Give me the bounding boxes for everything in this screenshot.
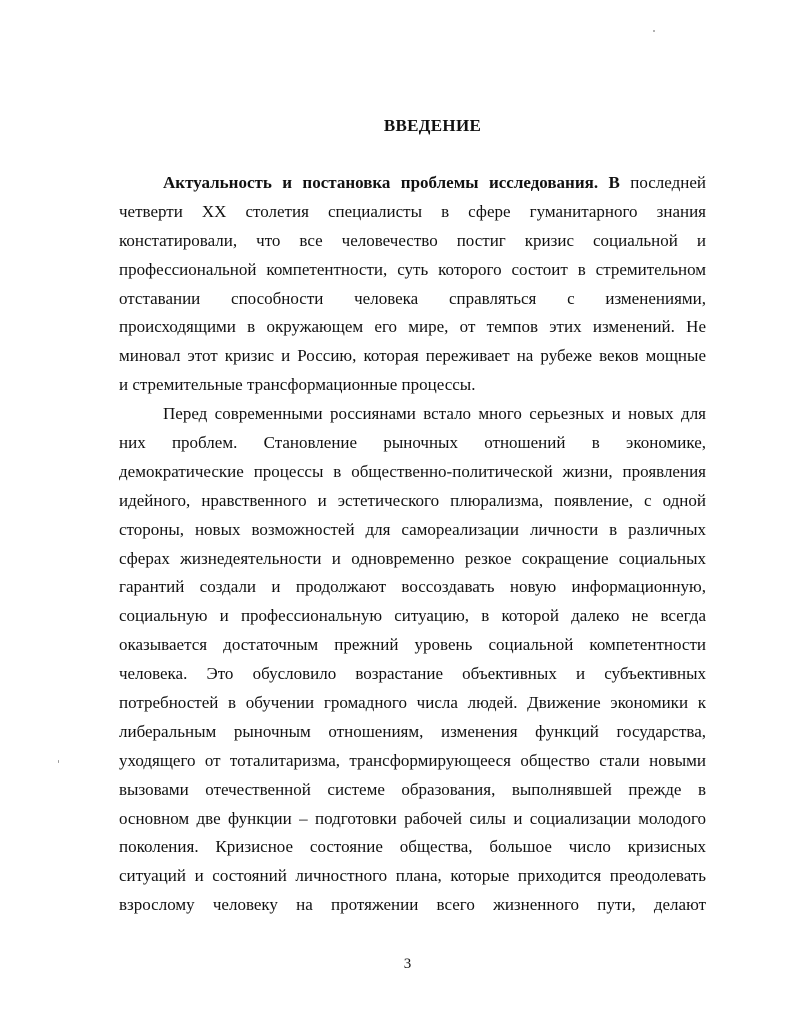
text-line: сферах жизнедеятельности и одновременно резкое сокращение социальных [119, 548, 706, 568]
text-line: них проблем. Становление рыночных отношений в экономике, [119, 433, 706, 453]
text-line: человека. Это обусловило возрастание объективных и субъективных [119, 664, 706, 684]
text-line: поколения. Кризисное состояние общества, большое число кризисных [119, 837, 706, 857]
text-line: гарантий создали и продолжают воссоздавать новую информационную, [119, 577, 706, 597]
line-text: последней [619, 173, 706, 192]
text-line: и стремительные трансформационные процессы. [119, 375, 476, 395]
text-line: миновал этот кризис и Россию, которая переживает на рубеже веков мощные [119, 346, 706, 366]
text-line: идейного, нравственного и эстетического плюрализма, появление, с одной [119, 490, 706, 510]
text-line: либеральным рыночным отношениям, изменения функций государства, [119, 721, 706, 741]
text-line: ситуаций и состояний личностного плана, которые приходится преодолевать [119, 866, 706, 886]
page-number: 3 [403, 956, 412, 972]
text-line: Перед современными россиянами встало много серьезных и новых для [163, 404, 706, 424]
text-line: основном две функции – подготовки рабочей силы и социализации молодого [119, 808, 706, 828]
text-line: оказывается достаточным прежний уровень социальной компетентности [119, 635, 706, 655]
text-line [119, 169, 706, 198]
text-line: стороны, новых возможностей для самореализации личности в различных [119, 519, 706, 539]
body-text [119, 169, 706, 920]
scan-speck [653, 30, 655, 32]
text-line: взрослому человеку на протяжении всего жизненного пути, делают [119, 895, 706, 915]
page-title: ВВЕДЕНИЕ [383, 116, 482, 135]
text-line: демократические процессы в общественно-политической жизни, проявления [119, 461, 706, 481]
text-line: уходящего от тоталитаризма, трансформирующееся общество стали новыми [119, 750, 706, 770]
text-line: констатировали, что все человечество постиг кризис социальной и [119, 230, 706, 250]
text-line: четверти ХХ столетия специалисты в сфере гуманитарного знания [119, 201, 706, 221]
text-line: происходящими в окружающем его мире, от темпов этих изменений. Не [119, 317, 706, 337]
text-line: отставании способности человека справляться с изменениями, [119, 288, 706, 308]
text-line: профессиональной компетентности, суть которого состоит в стремительном [119, 259, 706, 279]
bold-lead-phrase: Актуальность и постановка проблемы исследования. В [163, 173, 620, 192]
text-line: потребностей в обучении громадного числа людей. Движение экономики к [119, 693, 706, 713]
scan-speck [58, 760, 59, 763]
text-line: вызовами отечественной системе образования, выполнявшей прежде в [119, 779, 706, 799]
text-line: социальную и профессиональную ситуацию, в которой далеко не всегда [119, 606, 706, 626]
